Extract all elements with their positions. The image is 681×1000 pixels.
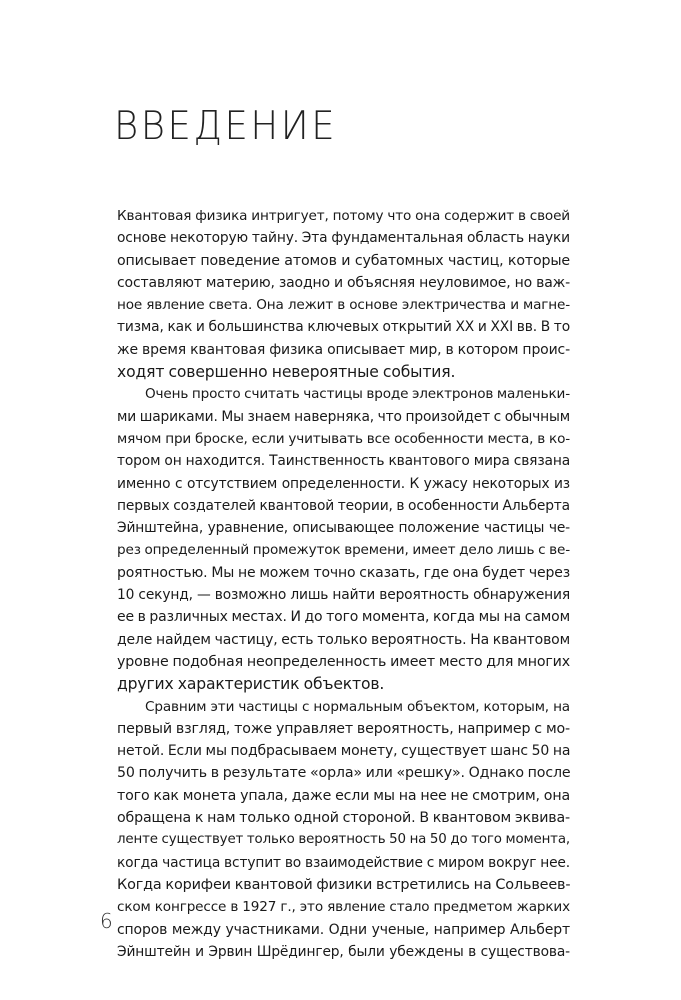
text-line: Эйнштейн и Эрвин Шрёдингер, были убеждены в существова- <box>117 943 570 960</box>
paragraph <box>117 205 570 383</box>
text-line: составляют материю, заодно и объясняя неуловимое, но важ- <box>117 274 570 291</box>
paragraph <box>117 383 570 695</box>
text-line: уровне подобная неопределенность имеет место для многих <box>117 653 570 670</box>
text-line: Когда корифеи квантовой физики встретились на Сольвеев- <box>117 876 571 893</box>
text-line: тизма, как и большинства ключевых открытий XX и XXI вв. В то <box>117 319 570 336</box>
text-line: Сравним эти частицы с нормальным объектом, которым, на <box>145 698 570 715</box>
text-line: ленте существует только вероятность 50 на 50 до того момента, <box>117 832 570 848</box>
text-line: Очень просто считать частицы вроде электронов маленьки- <box>145 386 570 403</box>
text-line: первых создателей квантовой теории, в особенности Альберта <box>117 497 570 514</box>
chapter-heading: ВВЕДЕНИЕ <box>114 103 338 149</box>
text-line: споров между участниками. Одни ученые, например Альберт <box>117 921 570 938</box>
text-line: роятностью. Мы не можем точно сказать, где она будет через <box>117 564 570 581</box>
text-line: основе некоторую тайну. Эта фундаментальная область науки <box>117 230 570 247</box>
text-line: же время квантовая физика описывает мир, в котором проис- <box>117 341 570 358</box>
text-line: ее в различных местах. И до того момента, когда мы на самом <box>117 609 570 626</box>
text-line: Эйнштейна, уравнение, описывающее положение частицы че- <box>117 520 570 537</box>
text-line: того как монета упала, даже если мы на нее не смотрим, она <box>117 787 570 804</box>
paragraph <box>117 696 570 964</box>
text-line: нетой. Если мы подбрасываем монету, существует шанс 50 на <box>117 743 571 760</box>
text-line: 10 секунд, — возможно лишь найти вероятность обнаружения <box>117 587 570 604</box>
body-text <box>117 205 570 963</box>
text-line: именно с отсутствием определенности. К ужасу некоторых из <box>117 475 570 492</box>
text-line: других характеристик объектов. <box>117 675 385 694</box>
text-line: деле найдем частицу, есть только вероятность. На квантовом <box>117 631 570 648</box>
text-line: мячом при броске, если учитывать все особенности места, в ко- <box>117 430 570 447</box>
text-line: Квантовая физика интригует, потому что она содержит в своей <box>117 208 570 224</box>
text-line: тором он находится. Таинственность квантового мира связана <box>117 453 570 470</box>
text-line: ми шариками. Мы знаем наверняка, что произойдет с обычным <box>117 408 570 425</box>
text-line: ное явление света. Она лежит в основе электричества и магне- <box>117 297 570 314</box>
text-line: ском конгрессе в 1927 г., это явление стало предметом жарких <box>117 899 570 916</box>
text-line: описывает поведение атомов и субатомных частиц, которые <box>117 252 570 269</box>
text-line: обращена к нам только одной стороной. В квантовом эквива- <box>117 810 570 827</box>
text-line: ходят совершенно невероятные события. <box>117 363 456 382</box>
text-line: 50 получить в результате «орла» или «решку». Однако после <box>117 765 571 782</box>
text-line: рез определенный промежуток времени, имеет дело лишь с ве- <box>117 542 570 559</box>
page-number: 6 <box>100 909 113 933</box>
text-line: первый взгляд, тоже управляет вероятность, например с мо- <box>117 720 570 737</box>
text-line: когда частица вступит во взаимодействие с миром вокруг нее. <box>117 854 570 871</box>
